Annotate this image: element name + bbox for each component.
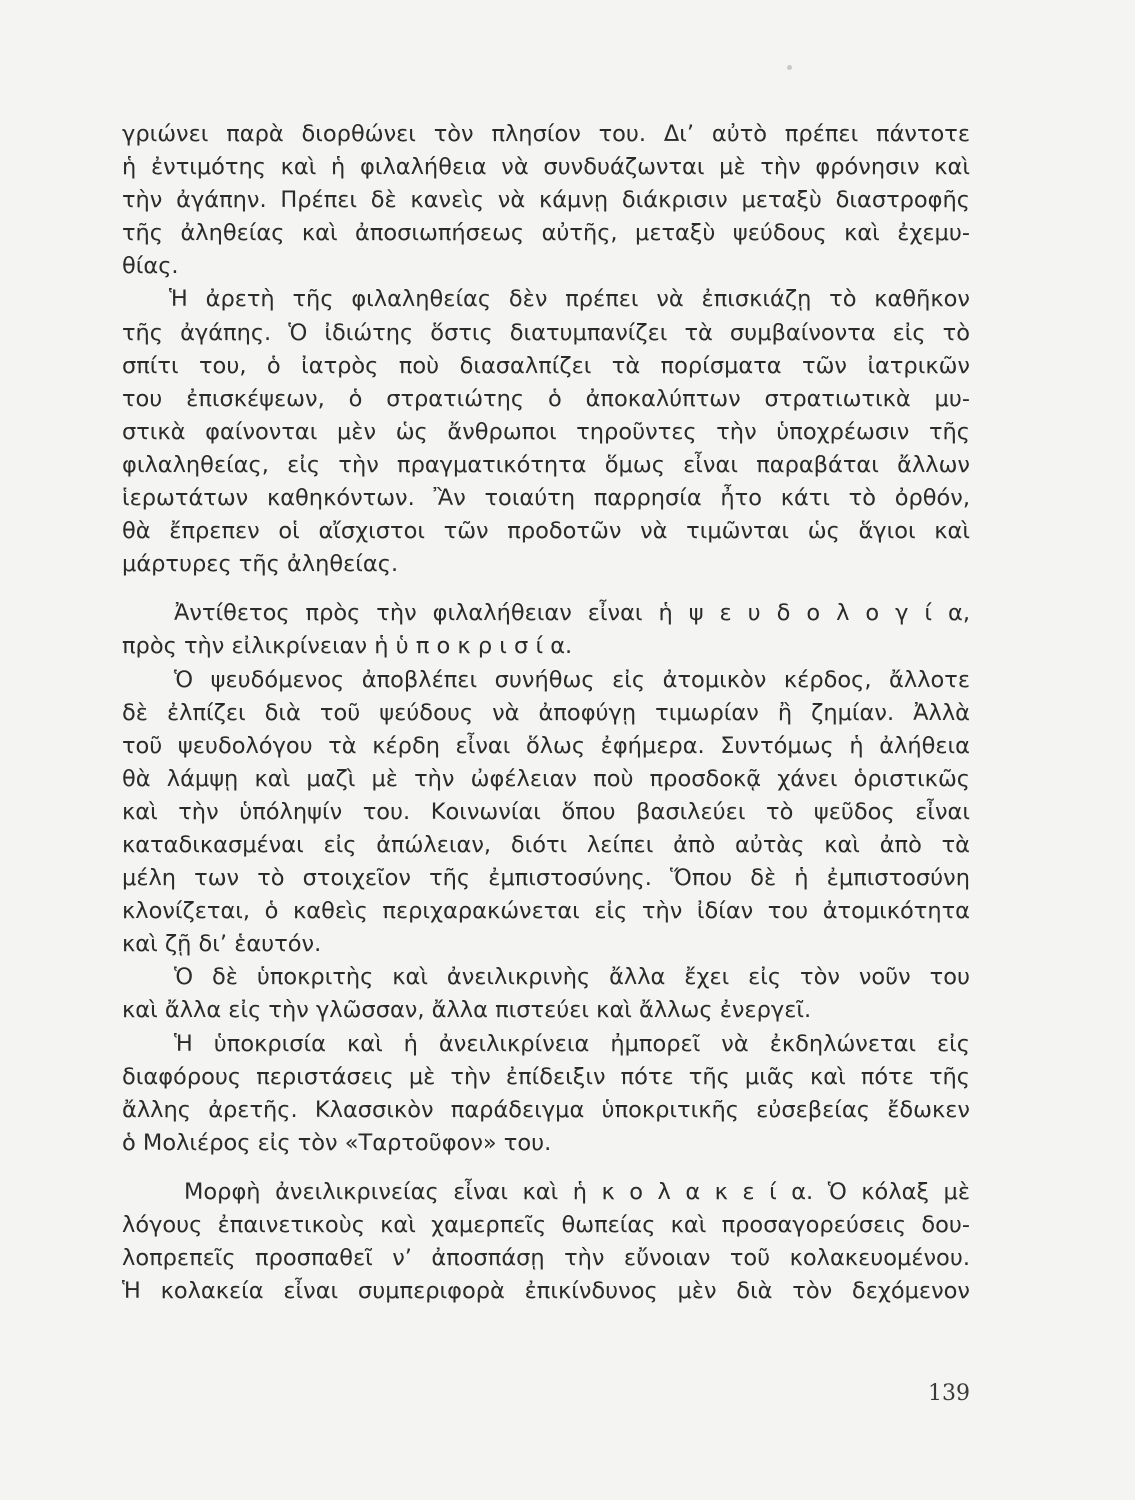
text-line: λόγους ἐπαινετικοὺς καὶ χαμερπεῖς θωπείας καὶ προσαγορεύσεις δου- (122, 1212, 970, 1238)
text-line: λοπρεπεῖς προσπαθεῖ ν’ ἀποσπάσῃ τὴν εὔνοιαν τοῦ κολακευομένου. (122, 1245, 970, 1272)
text-line: καὶ τὴν ὑπόληψίν του. Κοινωνίαι ὅπου βασιλεύει τὸ ψεῦδος εἶναι (122, 798, 970, 825)
body-text (122, 118, 970, 1308)
text-line: μέλη των τὸ στοιχεῖον τῆς ἐμπιστοσύνης. Ὅπου δὲ ἡ ἐμπιστοσύνη (122, 865, 970, 892)
paper-speck (787, 65, 792, 70)
text-line: γριώνει παρὰ διορθώνει τὸν πλησίον του. Δι’ αὐτὸ πρέπει πάντοτε (122, 121, 970, 147)
text-line: στικὰ φαίνονται μὲν ὡς ἄνθρωποι τηροῦντες τὴν ὑποχρέωσιν τῆς (122, 418, 970, 445)
text-line: μάρτυρες τῆς ἀληθείας. (122, 551, 399, 578)
text-line: ὁ Μολιέρος εἰς τὸν «Ταρτοῦφον» του. (122, 1129, 552, 1156)
text-line: ἄλλης ἀρετῆς. Κλασσικὸν παράδειγμα ὑποκριτικῆς εὐσεβείας ἔδωκεν (122, 1096, 970, 1123)
text-line: καταδικασμέναι εἰς ἀπώλειαν, διότι λείπει ἀπὸ αὐτὰς καὶ ἀπὸ τὰ (122, 831, 970, 858)
text-line: δὲ ἐλπίζει διὰ τοῦ ψεύδους νὰ ἀποφύγῃ τιμωρίαν ἢ ζημίαν. Ἀλλὰ (122, 699, 970, 726)
text-line: του ἐπισκέψεων, ὁ στρατιώτης ὁ ἀποκαλύπτων στρατιωτικὰ μυ- (122, 385, 970, 412)
text-line: καὶ ζῇ δι’ ἑαυτόν. (122, 931, 322, 958)
text-line: Ἀντίθετος πρὸς τὴν φιλαλήθειαν εἶναι ἡ ψ ε υ δ ο λ ο γ ί α, (174, 600, 970, 627)
text-line: σπίτι του, ὁ ἰατρὸς ποὺ διασαλπίζει τὰ πορίσματα τῶν ἰατρικῶν (122, 352, 970, 379)
text-line: κλονίζεται, ὁ καθεὶς περιχαρακώνεται εἰς τὴν ἰδίαν του ἀτομικότητα (122, 898, 970, 925)
text-line: διαφόρους περιστάσεις μὲ τὴν ἐπίδειξιν πότε τῆς μιᾶς καὶ πότε τῆς (122, 1063, 970, 1090)
text-line: τοῦ ψευδολόγου τὰ κέρδη εἶναι ὅλως ἐφήμερα. Συντόμως ἡ ἀλήθεια (122, 732, 970, 759)
text-line: Ὁ ψευδόμενος ἀποβλέπει συνήθως εἰς ἀτομικὸν κέρδος, ἄλλοτε (174, 666, 970, 693)
page-number: 139 (928, 1381, 970, 1406)
text-line: τὴν ἀγάπην. Πρέπει δὲ κανεὶς νὰ κάμνῃ διάκρισιν μεταξὺ διαστροφῆς (122, 187, 970, 214)
text-line: θὰ ἔπρεπεν οἱ αἴσχιστοι τῶν προδοτῶν νὰ τιμῶνται ὡς ἅγιοι καὶ (122, 518, 970, 545)
text-line: τῆς ἀγάπης. Ὁ ἰδιώτης ὅστις διατυμπανίζει τὰ συμβαίνοντα εἰς τὸ (122, 319, 970, 346)
text-line: ἡ ἐντιμότης καὶ ἡ φιλαλήθεια νὰ συνδυάζωνται μὲ τὴν φρόνησιν καὶ (122, 154, 970, 181)
text-line: φιλαληθείας, εἰς τὴν πραγματικότητα ὅμως εἶναι παραβάται ἄλλων (122, 451, 970, 478)
text-line: πρὸς τὴν εἰλικρίνειαν ἡ ὑ π ο κ ρ ι σ ί α. (122, 633, 573, 660)
text-line: Ἡ ἀρετὴ τῆς φιλαληθείας δὲν πρέπει νὰ ἐπισκιάζῃ τὸ καθῆκον (169, 286, 970, 313)
text-line: καὶ ἄλλα εἰς τὴν γλῶσσαν, ἄλλα πιστεύει καὶ ἄλλως ἐνεργεῖ. (122, 997, 812, 1024)
text-line: τῆς ἀληθείας καὶ ἀποσιωπήσεως αὐτῆς, μεταξὺ ψεύδους καὶ ἐχεμυ- (122, 220, 970, 247)
text-line: ἱερωτάτων καθηκόντων. Ἂν τοιαύτη παρρησία ἦτο κάτι τὸ ὀρθόν, (122, 485, 970, 512)
text-line: Ὁ δὲ ὑποκριτὴς καὶ ἀνειλικρινὴς ἄλλα ἔχει εἰς τὸν νοῦν του (174, 964, 970, 991)
text-line: Μορφὴ ἀνειλικρινείας εἶναι καὶ ἡ κ ο λ α κ ε ί α. Ὁ κόλαξ μὲ (184, 1178, 970, 1205)
text-line: θίας. (122, 253, 179, 280)
text-line: Ἡ ὑποκρισία καὶ ἡ ἀνειλικρίνεια ἠμπορεῖ νὰ ἐκδηλώνεται εἰς (174, 1030, 970, 1057)
text-line: Ἡ κολακεία εἶναι συμπεριφορὰ ἐπικίνδυνος μὲν διὰ τὸν δεχόμενον (122, 1278, 970, 1305)
text-line: θὰ λάμψῃ καὶ μαζὶ μὲ τὴν ὠφέλειαν ποὺ προσδοκᾷ χάνει ὁριστικῶς (122, 765, 970, 792)
